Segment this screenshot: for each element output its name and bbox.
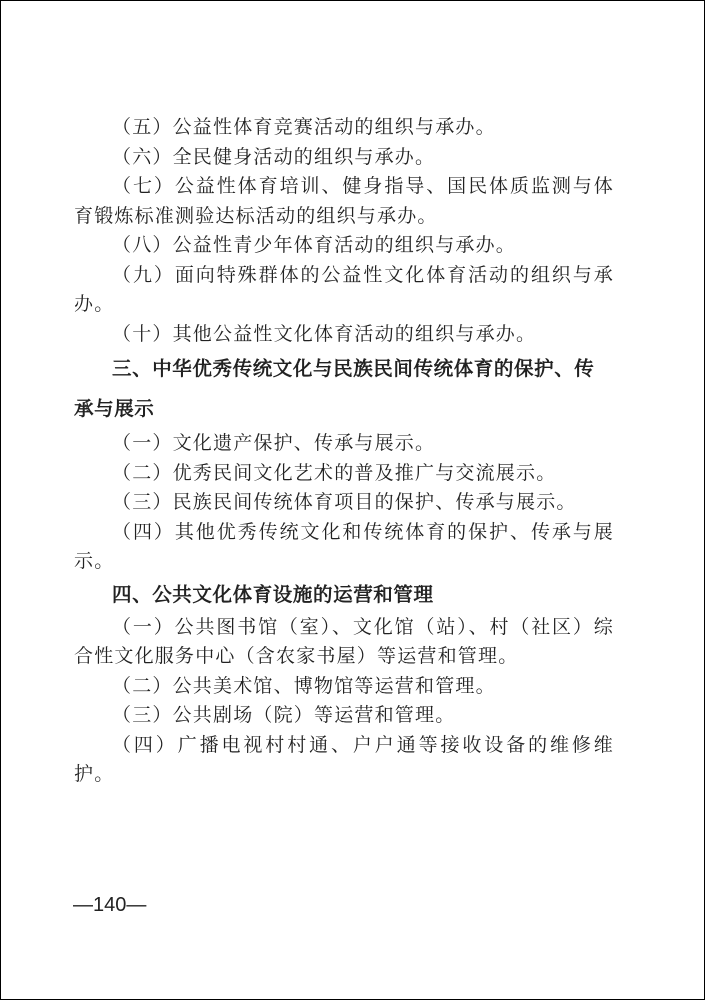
section-4-item: （四）广播电视村村通、户户通等接收设备的维修维护。 xyxy=(74,733,614,785)
page-number: —140— xyxy=(73,894,147,916)
section-3-item: （三）民族民间传统体育项目的保护、传承与展示。 xyxy=(112,491,577,513)
item-9: （九）面向特殊群体的公益性文化体育活动的组织与承办。 xyxy=(74,263,614,315)
body-text xyxy=(74,113,614,790)
section-4-item: （一）公共图书馆（室）、文化馆（站）、村（社区）综合性文化服务中心（含农家书屋）等运营和管理。 xyxy=(74,615,614,667)
item-10: （十）其他公益性文化体育活动的组织与承办。 xyxy=(112,322,537,345)
item-5: （五）公益性体育竞赛活动的组织与承办。 xyxy=(112,116,496,138)
section-3-item: （一）文化遗产保护、传承与展示。 xyxy=(112,432,436,454)
item-6: （六）全民健身活动的组织与承办。 xyxy=(112,145,436,168)
item-7: （七）公益性体育培训、健身指导、国民体质监测与体育锻炼标准测验达标活动的组织与承办。 xyxy=(74,175,614,227)
section-4-item: （三）公共剧场（院）等运营和管理。 xyxy=(112,704,456,726)
item-8: （八）公益性青少年体育活动的组织与承办。 xyxy=(112,234,517,256)
section-4-heading: 四、公共文化体育设施的运营和管理 xyxy=(112,582,434,606)
section-3-item: （二）优秀民间文化艺术的普及推广与交流展示。 xyxy=(112,461,557,484)
section-3-item: （四）其他优秀传统文化和传统体育的保护、传承与展示。 xyxy=(74,520,614,572)
section-3-heading: 三、中华优秀传统文化与民族民间传统体育的保护、传承与展示 xyxy=(74,357,595,420)
section-4-item: （二）公共美术馆、博物馆等运营和管理。 xyxy=(112,674,496,697)
